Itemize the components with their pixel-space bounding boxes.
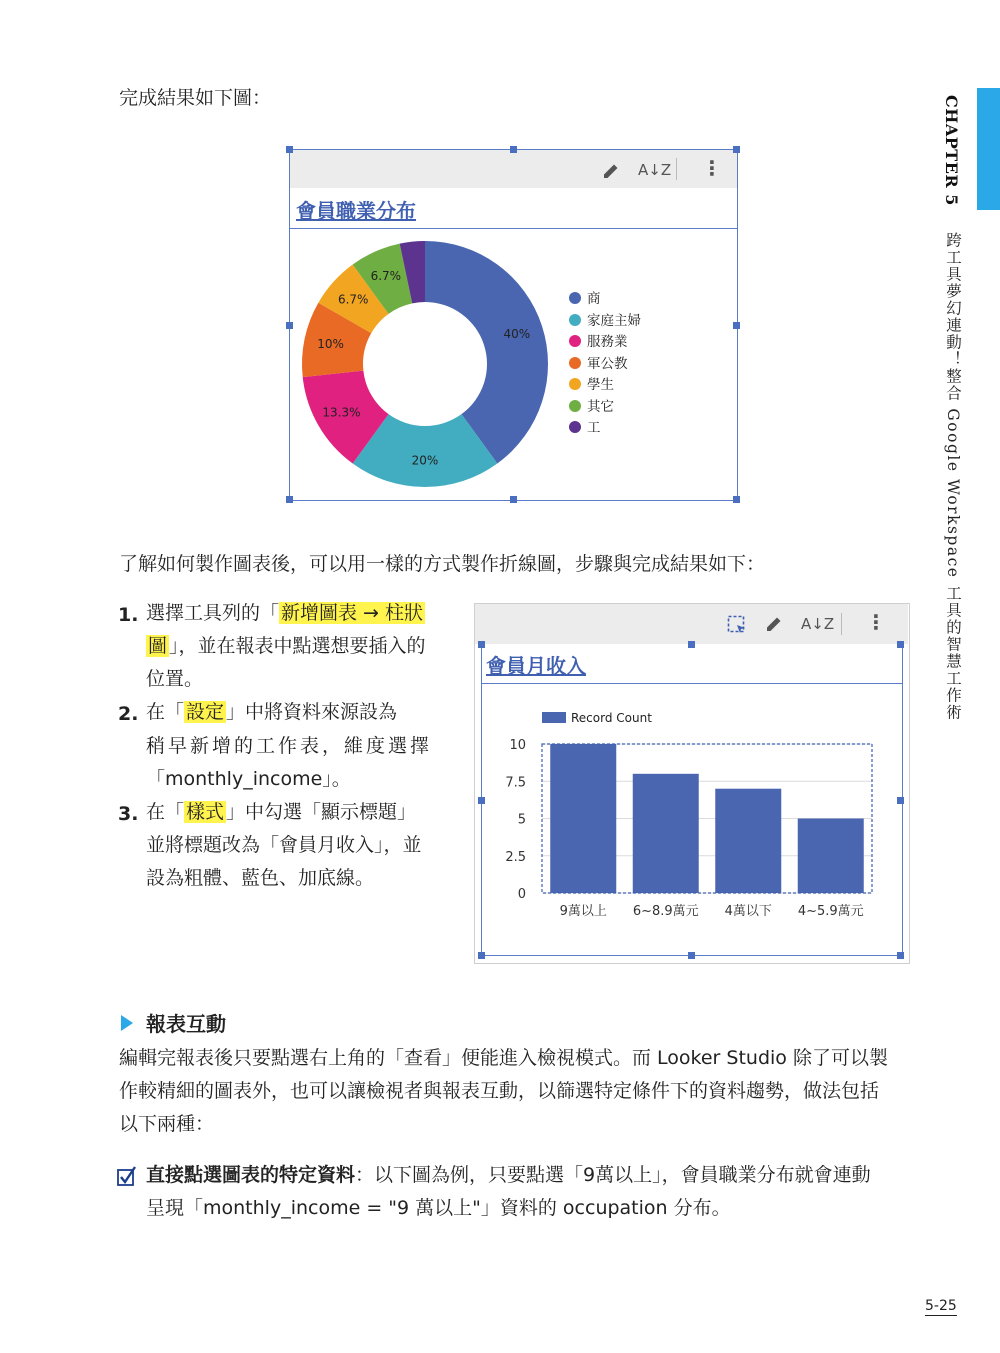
step-highlight: 設定 xyxy=(186,701,225,723)
intro-text: 完成結果如下圖： xyxy=(119,87,272,109)
title-underline-rule xyxy=(290,228,737,229)
legend-label: 商 xyxy=(587,291,601,307)
pie-slice-label: 6.7% xyxy=(370,268,402,283)
resize-handle[interactable] xyxy=(688,641,695,648)
legend-label: 軍公教 xyxy=(587,355,628,372)
step-line: 設為粗體、藍色、加底線。 xyxy=(146,867,375,889)
line-chart-intro: 了解如何製作圖表後，可以用一樣的方式製作折線圖，步驟與完成結果如下： xyxy=(119,553,766,575)
y-tick-label: 0 xyxy=(517,887,526,902)
y-tick-label: 10 xyxy=(509,738,526,753)
step-line: 位置。 xyxy=(146,668,204,690)
step-text: 選擇工具列的「 xyxy=(146,602,280,624)
resize-handle[interactable] xyxy=(897,952,904,959)
legend-label: 家庭主婦 xyxy=(587,312,641,329)
step-line xyxy=(146,796,416,829)
chapter-label: CHAPTER 5 xyxy=(942,95,961,206)
resize-handle[interactable] xyxy=(286,146,293,153)
legend-item[interactable] xyxy=(569,311,641,331)
bar-chart-panel[interactable] xyxy=(481,644,903,956)
checkbox-checked-icon xyxy=(117,1165,137,1187)
check-item-title: 直接點選圖表的特定資料 xyxy=(146,1164,356,1186)
legend-swatch xyxy=(569,378,581,390)
step-number: 3. xyxy=(118,803,139,825)
check-item-line: 呈現「monthly_income = "9 萬以上"」資料的 occupation 分布。 xyxy=(146,1197,731,1219)
paragraph-line: 作較精細的圖表外，也可以讓檢視者與報表互動，以篩選特定條件下的資料趨勢，做法包括 xyxy=(119,1080,880,1102)
step-line xyxy=(146,630,426,663)
step-highlight: 圖 xyxy=(148,635,168,657)
bar-chart[interactable] xyxy=(482,689,902,929)
pencil-icon[interactable] xyxy=(601,161,621,181)
legend-swatch xyxy=(569,421,581,433)
step-text: 」，並在報表中點選想要插入的 xyxy=(169,635,426,657)
step-line: 「monthly_income」。 xyxy=(146,768,351,790)
check-item-text: ：以下圖為例，只要點選「9萬以上」，會員職業分布就會連動 xyxy=(355,1164,871,1186)
x-tick-label: 6~8.9萬元 xyxy=(632,904,699,919)
legend-item[interactable] xyxy=(569,418,601,438)
legend-item[interactable] xyxy=(569,289,601,309)
x-tick-label: 9萬以上 xyxy=(559,904,607,919)
x-tick-label: 4~5.9萬元 xyxy=(797,904,864,919)
triangle-bullet-icon xyxy=(120,1014,134,1032)
toolbar-divider xyxy=(841,613,842,635)
legend-swatch xyxy=(569,400,581,412)
legend-label: 服務業 xyxy=(587,334,628,350)
step-text: 在「 xyxy=(146,701,185,723)
step-text: 」中勾選「顯示標題」 xyxy=(226,801,417,823)
legend-swatch xyxy=(569,357,581,369)
chapter-tab-marker xyxy=(977,88,1000,210)
legend-swatch xyxy=(569,314,581,326)
chart-title[interactable]: 會員月收入 xyxy=(486,654,586,678)
resize-handle[interactable] xyxy=(733,322,740,329)
resize-handle[interactable] xyxy=(478,952,485,959)
legend-item[interactable] xyxy=(569,375,614,395)
bar[interactable] xyxy=(715,789,781,893)
chart-title[interactable]: 會員職業分布 xyxy=(296,199,416,223)
more-vert-icon[interactable]: ⋮ xyxy=(866,610,886,634)
check-item-line xyxy=(146,1159,871,1192)
pie-slice-label: 20% xyxy=(411,453,439,468)
bar[interactable] xyxy=(633,774,699,893)
y-tick-label: 7.5 xyxy=(505,775,526,791)
resize-handle[interactable] xyxy=(688,952,695,959)
legend-label: 工 xyxy=(587,420,601,436)
step-line: 並將標題改為「會員月收入」，並 xyxy=(146,834,422,856)
y-tick-label: 5 xyxy=(517,812,526,828)
x-tick-label: 4萬以下 xyxy=(724,904,772,919)
step-highlight: 新增圖表 → 柱狀 xyxy=(281,602,424,624)
legend-swatch xyxy=(542,712,566,723)
donut-chart[interactable] xyxy=(290,230,560,498)
resize-handle[interactable] xyxy=(733,146,740,153)
step-highlight: 樣式 xyxy=(186,801,225,823)
more-vert-icon[interactable]: ⋮ xyxy=(702,156,722,180)
resize-handle[interactable] xyxy=(478,797,485,804)
step-text: 」中將資料來源設為 xyxy=(226,701,398,723)
step-number: 1. xyxy=(118,604,139,626)
page-number: 5-25 xyxy=(925,1298,957,1314)
legend-item[interactable] xyxy=(569,332,628,352)
legend-item[interactable] xyxy=(569,354,628,374)
resize-handle[interactable] xyxy=(733,496,740,503)
resize-handle[interactable] xyxy=(286,322,293,329)
legend-swatch xyxy=(569,335,581,347)
sort-az-icon[interactable]: A↓Z xyxy=(801,615,835,633)
resize-handle[interactable] xyxy=(510,146,517,153)
book-title: 跨工具夢幻連動！整合 Google Workspace 工具的智慧工作術 xyxy=(944,232,962,721)
step-line xyxy=(146,696,397,729)
step-line xyxy=(146,597,425,630)
step-number: 2. xyxy=(118,703,139,725)
toolbar-divider xyxy=(676,158,677,180)
step-text: 在「 xyxy=(146,801,185,823)
section-heading: 報表互動 xyxy=(146,1012,226,1036)
paragraph-line: 編輯完報表後只要點選右上角的「查看」便能進入檢視模式。而 Looker Studio 除了可以製 xyxy=(119,1047,888,1069)
pie-slice-label: 10% xyxy=(317,337,344,352)
paragraph-line: 以下兩種： xyxy=(119,1113,215,1135)
pie-slice-label: 6.7% xyxy=(337,292,369,307)
legend-label: 學生 xyxy=(587,377,614,393)
pie-slice-label: 40% xyxy=(503,327,531,342)
legend-item[interactable] xyxy=(569,397,614,417)
legend-label[interactable]: Record Count xyxy=(571,711,652,725)
resize-handle[interactable] xyxy=(897,641,904,648)
step-line: 稍早新增的工作表，維度選擇 xyxy=(146,735,433,757)
title-underline-rule xyxy=(482,683,902,684)
resize-handle[interactable] xyxy=(478,641,485,648)
resize-handle[interactable] xyxy=(897,797,904,804)
y-tick-label: 2.5 xyxy=(505,849,526,865)
bar[interactable] xyxy=(798,819,864,894)
legend-swatch xyxy=(569,292,581,304)
chart-toolbar xyxy=(475,604,908,644)
resize-handle[interactable] xyxy=(286,496,293,503)
legend-label: 其它 xyxy=(587,398,614,415)
pencil-icon[interactable] xyxy=(764,614,784,634)
pie-chart-panel[interactable] xyxy=(289,149,738,501)
sort-az-icon[interactable]: A↓Z xyxy=(638,161,672,179)
select-icon[interactable] xyxy=(727,615,747,635)
resize-handle[interactable] xyxy=(510,496,517,503)
pie-slice-label: 13.3% xyxy=(322,405,361,420)
bar[interactable] xyxy=(550,744,616,893)
